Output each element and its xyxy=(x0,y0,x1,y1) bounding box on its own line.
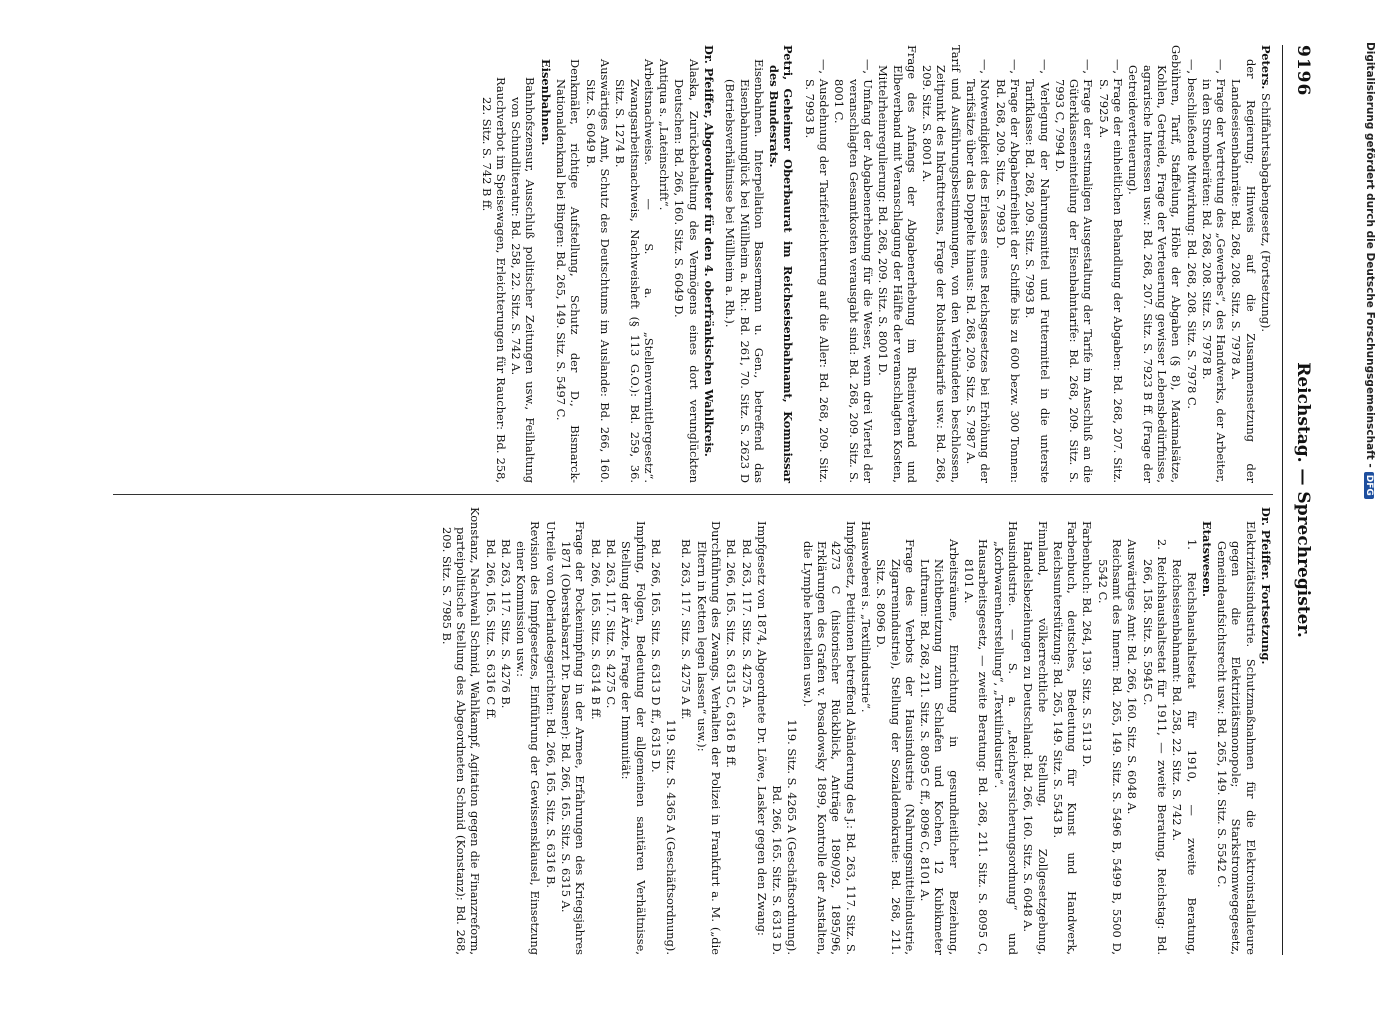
dfg-logo: DFG xyxy=(1364,472,1374,499)
entry-line: Impfung, Folgen, Bedeutung der allgemeinen sanitären Verhältnisse, Stellung der Ärzte, Frage der Immunität: xyxy=(619,521,648,955)
entry-line: Farbenbuch: Bd. 264, 139. Sitz. S. 5113 D. xyxy=(1080,521,1095,768)
entry-line: —, Frage der Vertretung des „Gewerbes“, des Handwerks, der Arbeiter, in den Strombeiräten: Bd. 268, 208. Sitz. S. 7978 B. xyxy=(1199,59,1229,483)
entry-line: Frage des Anfangs der Abgabenerhebung im Rheinverband und Elbeverband mit Veranschlagung der Hälfte der veranschlagten Kosten, Mittelrheinregulierung: Bd. 268, 209. Sitz. S. 8001 D. xyxy=(876,45,919,483)
entry-line: Alaska, Zurückbehaltung des Vermögens eines dort verunglückten Deutschen: Bd. 266, 160. Sitz. S. 6049 D. xyxy=(672,59,701,483)
entry-line: Antiqua s. „Lateinschrift“. xyxy=(657,59,672,211)
digitization-text: Digitalisierung gefördert durch die Deutsche Forschungsgemeinschaft - xyxy=(1364,42,1376,468)
entry-line: Impfgesetz von 1874, Abgeordnete Dr. Löwe, Lasker gegen den Zwang: xyxy=(754,521,769,936)
entry-line: Gebühren, Tarif, Staffelung, Höhe der Abgaben (§ 8), Maximalsätze, Kohlen, Getreide, Frage der Verteuerung gewisser Lebensbedürfnisse, agrarische Interessen usw.: Bd. 268, 207. Sitz. S. 7923 B ff. (Frage der Getreideverteuerung). xyxy=(1126,45,1184,483)
right-column xyxy=(53,507,1273,955)
entry-line: der Regierung; Hinweis auf die Zusammensetzung der Landeseisenbahnräte: Bd. 268, 208. Sitz. S. 7978 A. xyxy=(1229,59,1258,483)
entry-line: Rauchverbot im Speisewagen, Erleichterungen für Raucher: Bd. 258, 22. Sitz. S. 742 B ff. xyxy=(479,77,508,483)
entry-line: Auswärtiges Amt: Bd. 266, 160. Sitz. S. 6048 A. xyxy=(1125,539,1140,815)
entry-line: Bd. 263, 117. Sitz. S. 4275 A ff. xyxy=(679,539,694,720)
digitization-note xyxy=(1350,12,1376,992)
page-title: Reichstag. — Sprechregister. xyxy=(1293,362,1313,638)
entry-line: —, beschließende Mitwirkung: Bd. 268, 208. Sitz. S. 7978 C. xyxy=(1184,59,1199,409)
entry-line: Hausweberei s. „Textilindustrie“. xyxy=(858,521,873,713)
entry-line: —, Notwendigkeit des Erlasses eines Reichsgesetzes bei Erhöhung der Tarifsätze über das Doppelte hinaus: Bd. 268, 209. Sitz. S. 7987 A. xyxy=(964,59,993,483)
entry-line: —, Frage der erstmaligen Ausgestaltung der Tarife im Anschluß an die Güterklasseneinteilung der Eisenbahntarife: Bd. 268, 209. Sitz. S. 7993 C, 7994 D. xyxy=(1052,59,1096,483)
entry-pfeiffer-head: Dr. Pfeiffer, Abgeordneter für den 4. oberfränkischen Wahlkreis. xyxy=(702,45,717,457)
entry-line: 119. Sitz. S. 4265 A (Geschäftsordnung). xyxy=(785,719,800,955)
running-head xyxy=(1287,45,1313,955)
entry-line: —, Frage der Abgabenfreiheit der Schiffe bis zu 600 bezw. 300 Tonnen: Bd. 268, 209. Sitz. S. 7993 D. xyxy=(993,59,1022,483)
entry-line: Revision des Impfgesetzes, Einführung der Gewissensklausel, Einsetzung einer Kommission usw.: xyxy=(514,521,543,955)
entry-line: Durchführung des Zwangs, Verhalten der Polizei in Frankfurt a. M. („die Eltern in Ketten legen lassen“ usw.): xyxy=(694,521,724,955)
header-rule xyxy=(1282,45,1283,955)
entry-line: Tarif und Ausführungsbestimmungen, von den Verbündeten beschlossen, Zeitpunkt des Inkrafttretens, Frage der Rohstandstarife usw.: Bd. 268, 209. Sitz. S. 8001 A. xyxy=(920,45,963,483)
entry-line: Impfgesetz, Petitionen betreffend Abänderung des J.: Bd. 263, 117. Sitz. S. 4273 C (historischer Rückblick, Anträge 1890/92, 1895/96, Erklärungen des Grafen v. Posadowsky 1899, Kontrolle der Anstalten, die Lymphe herstellen usw.). xyxy=(800,521,858,955)
entry-line: 2. Reichshaushaltsetat für 1911, — zweite Beratung, Reichstag: Bd. 266, 158. Sitz. S. 5945 C. xyxy=(1140,539,1169,955)
entry-line: 1. Reichshaushaltsetat für 1910, — zweite Beratung, Reichseisenbahnamt: Bd. 258, 22. Sitz. S. 742 A. xyxy=(1170,539,1199,955)
entry-line: Bd. 263, 117. Sitz. S. 4275 C. xyxy=(603,539,618,709)
entry-line: Etatswesen. xyxy=(1199,521,1214,597)
entry-line: Arbeitsnachweise. — S. a. „Stellenvermittlergesetz“. Zwangsarbeitsnachweis, Nachweisheft (§ 113 G.O.): Bd. 259, 36. Sitz. S. 1274 B. xyxy=(613,59,656,483)
entry-line: Bd. 266, 165. Sitz. S. 6314 B ff. xyxy=(588,539,603,720)
entry-line: Hausindustrie. — S. a. „Reichsversicherungsordnung“ und „Korbwarenherstellung“, „Textilindustrie“. xyxy=(991,521,1020,955)
column-divider xyxy=(113,494,1273,495)
page-number: 9196 xyxy=(1293,45,1313,97)
entry-line: Bd. 266, 165. Sitz. S. 6313 D. xyxy=(770,785,785,955)
entry-pfeiffer-continued: Dr. Pfeiffer. Fortsetzung. xyxy=(1259,507,1273,665)
entry-line: Eisenbahnen. Interpellation Bassermann u. Gen., betreffend das Eisenbahnunglück bei Müllheim a. Rh.: Bd. 261, 70. Sitz. S. 2623 D (Betriebsverhältnisse bei Müllheim a. Rh.). xyxy=(723,59,766,483)
entry-line: Reichsamt des Innern: Bd. 265, 149. Sitz. S. 5496 B, 5499 B, 5500 D, 5542 C. xyxy=(1095,539,1125,955)
entry-line: Frage des Verbots der Hausindustrie (Nahrungsmittelindustrie, Zigarrenindustrie), Stellung der Sozialdemokratie: Bd. 268, 211. Sitz. S. 8096 D. xyxy=(874,539,917,955)
entry-name-peters: Peters. xyxy=(1259,45,1273,90)
entry-line: Urteile von Oberlandesgerichten: Bd. 266, 165. Sitz. S. 6316 B. xyxy=(543,521,558,889)
digitization-note-text xyxy=(1356,12,1376,1022)
entry-line: —, Frage der einheitlichen Behandlung der Abgaben: Bd. 268, 207. Sitz. S. 7925 A. xyxy=(1096,59,1126,483)
entry-heading: Schiffahrtsabgabengesetz, (Fortsetzung). xyxy=(1259,93,1273,333)
entry-line: Bd. 263, 117. Sitz. S. 4275 A. xyxy=(739,539,754,709)
entry-line: Denkmäler, richtige Aufstellung, Schutz der D., Bismarck-Nationaldenkmal bei Bingen: Bd. 265, 149. Sitz. S. 5497 C. xyxy=(554,59,583,483)
page-content xyxy=(53,45,1313,955)
entry-line: Farbenbuch, deutsches, Bedeutung für Kunst und Handwerk, Reichsunterstützung: Bd. 265, 149. Sitz. S. 5543 B. xyxy=(1050,521,1080,955)
entry-line: Eisenbahnen. xyxy=(538,59,553,146)
entry-line: Frage der Pockenimpfung in der Armee, Erfahrungen des Kriegsjahres 1871 (Oberstabsarzt Dr. Dassner): Bd. 266, 165. Sitz. S. 6315 A. xyxy=(559,521,588,955)
entry-petri-head: Petri, Geheimer Oberbaurat im Reichseisenbahnamt, Kommissar des Bundesrats. xyxy=(767,45,796,483)
entry-line: —, Verlegung der Nahrungsmittel und Futtermittel in die unterste Tarifklasse: Bd. 268, 209. Sitz. S. 7993 B. xyxy=(1023,59,1052,483)
spacer xyxy=(796,45,802,483)
entry-line: Bd. 266, 165. Sitz. S. 6313 D ff., 6315 D. xyxy=(648,539,663,773)
left-column xyxy=(53,45,1273,483)
entry-line: Bd. 266, 165. Sitz. S. 6315 C, 6316 B ff. xyxy=(724,539,739,768)
entry-line: Arbeitsräume, Einrichtung in gesundheitlicher Beziehung, Nichtbenutzung zum Schlafen und Kochen, 12 Kubikmeter Luftraum: Bd. 268, 211. Sitz. S. 8095 C ff., 8096 C, 8101 A. xyxy=(918,539,961,955)
entry-line: Finnland, völkerrechtliche Stellung, Zollgesetzgebung, Handelsbeziehungen zu Deutschland: Bd. 266, 160. Sitz. S. 6048 A. xyxy=(1021,521,1050,955)
entry-line: Konstanz, Nachwahl Schmid, Wahlkampf, Agitation gegen die Finanzreform, parteipolitische Stellung des Abgeordneten Schmid (Konstanz): Bd. 268, 209. Sitz. S. 7985 B. xyxy=(439,507,483,955)
entry-line: Auswärtiges Amt, Schutz des Deutschtums im Auslande: Bd. 266, 160. Sitz. S. 6049 B. xyxy=(583,59,612,483)
entry-line: Bahnhofszensur, Ausschluß politischer Zeitungen usw., Feilhaltung von Schundliteratur: Bd. 258, 22. Sitz. S. 742 A. xyxy=(509,77,538,483)
entry-line: Elektrizitätsindustrie. Schutzmaßnahmen für die Elektroinstallateure gegen die Elektrizitätsmonopole; Starkstromwegegesetz, Gemeindeaufsichtsrecht usw.: Bd. 265, 149. Sitz. S. 5542 C. xyxy=(1215,521,1258,955)
entry-line: Hausarbeitsgesetz, — zweite Beratung: Bd. 268, 211. Sitz. S. 8095 C, 8101 A. xyxy=(962,539,991,955)
entry-line: Bd. 263, 117. Sitz. S. 4276 B. xyxy=(498,539,513,709)
entry-line: —, Ausdehnung der Tariferleichterung auf die Aller: Bd. 268, 209. Sitz. S. 7993 B. xyxy=(802,59,832,483)
entry-line: —, Umfang der Abgabenerhebung für die Weser, wenn drei Viertel der veranschlagten Gesamtkosten verausgabt sind: Bd. 268, 209. Sitz. S. 8001 C. xyxy=(832,59,875,483)
spacer xyxy=(716,45,722,483)
entry-line: 119. Sitz. S. 4365 A (Geschäftsordnung). xyxy=(664,719,679,955)
entry-peters-head xyxy=(1259,45,1273,483)
entry-line: Bd. 266, 165. Sitz. S. 6316 C ff. xyxy=(483,539,498,721)
